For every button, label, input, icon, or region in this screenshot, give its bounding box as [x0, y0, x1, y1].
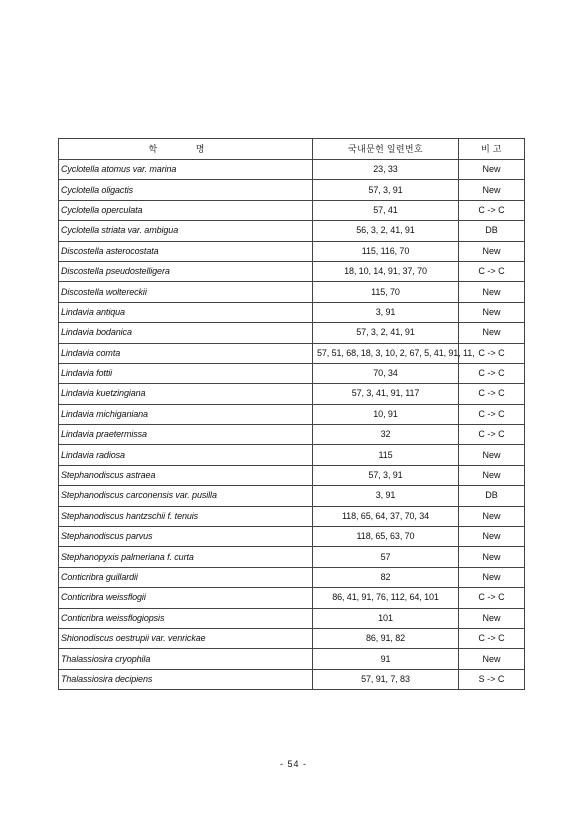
remark-cell: New: [459, 302, 525, 322]
reference-numbers-cell: 57, 41: [313, 200, 459, 220]
species-name-cell: Lindavia fottii: [59, 363, 313, 383]
species-name-cell: Discostella asterocostata: [59, 241, 313, 261]
species-name-cell: Cyclotella atomus var. marina: [59, 160, 313, 180]
table-row: [59, 527, 525, 547]
page-number: - 54 -: [279, 759, 307, 769]
remark-cell: C -> C: [459, 261, 525, 281]
remark-cell: New: [459, 323, 525, 343]
table-row: [59, 302, 525, 322]
table-row: [59, 200, 525, 220]
reference-numbers-cell: 70, 34: [313, 363, 459, 383]
table-row: [59, 608, 525, 628]
remark-cell: New: [459, 180, 525, 200]
table-row: [59, 547, 525, 567]
remark-cell: C -> C: [459, 425, 525, 445]
species-name-cell: Lindavia kuetzingiana: [59, 384, 313, 404]
reference-numbers-cell: 57, 3, 41, 91, 117: [313, 384, 459, 404]
species-name-cell: Thalassiosira cryophila: [59, 649, 313, 669]
table-row: [59, 384, 525, 404]
table-row: [59, 241, 525, 261]
species-name-cell: Stephanodiscus carconensis var. pusilla: [59, 486, 313, 506]
reference-numbers-cell: 10, 91: [313, 404, 459, 424]
table-row: [59, 425, 525, 445]
remark-cell: New: [459, 547, 525, 567]
table-row: [59, 649, 525, 669]
reference-numbers-cell: 3, 91: [313, 486, 459, 506]
remark-cell: New: [459, 527, 525, 547]
table-row: [59, 323, 525, 343]
table-row: [59, 363, 525, 383]
remark-cell: New: [459, 241, 525, 261]
reference-numbers-cell: 23, 33: [313, 160, 459, 180]
reference-numbers-cell: 86, 91, 82: [313, 628, 459, 648]
remark-cell: C -> C: [459, 200, 525, 220]
table-row: [59, 221, 525, 241]
header-reference-numbers: 국내문헌 일련번호: [313, 139, 459, 160]
reference-numbers-cell: 115, 70: [313, 282, 459, 302]
table-row: [59, 628, 525, 648]
species-name-cell: Conticribra weissflogii: [59, 588, 313, 608]
species-name-cell: Conticribra guillardii: [59, 567, 313, 587]
remark-cell: DB: [459, 221, 525, 241]
table-row: [59, 180, 525, 200]
table-row: [59, 486, 525, 506]
remark-cell: C -> C: [459, 343, 525, 363]
reference-numbers-cell: 18, 10, 14, 91, 37, 70: [313, 261, 459, 281]
remark-cell: S -> C: [459, 669, 525, 689]
remark-cell: New: [459, 567, 525, 587]
reference-numbers-cell: 57: [313, 547, 459, 567]
remark-cell: DB: [459, 486, 525, 506]
table-row: [59, 404, 525, 424]
reference-numbers-cell: 57, 51, 68, 18, 3, 10, 2, 67, 5, 41, 91, 11,: [313, 343, 459, 363]
species-name-cell: Discostella woltereckii: [59, 282, 313, 302]
reference-numbers-cell: 118, 65, 64, 37, 70, 34: [313, 506, 459, 526]
reference-numbers-cell: 118, 65, 63, 70: [313, 527, 459, 547]
table-row: [59, 669, 525, 689]
remark-cell: C -> C: [459, 363, 525, 383]
remark-cell: New: [459, 282, 525, 302]
remark-cell: New: [459, 506, 525, 526]
reference-numbers-cell: 57, 3, 2, 41, 91: [313, 323, 459, 343]
table-body: [59, 160, 525, 690]
reference-numbers-cell: 3, 91: [313, 302, 459, 322]
species-name-cell: Shionodiscus oestrupii var. venrickae: [59, 628, 313, 648]
remark-cell: New: [459, 608, 525, 628]
species-name-cell: Cyclotella operculata: [59, 200, 313, 220]
remark-cell: New: [459, 649, 525, 669]
remark-cell: C -> C: [459, 628, 525, 648]
remark-cell: C -> C: [459, 404, 525, 424]
species-name-cell: Lindavia bodanica: [59, 323, 313, 343]
species-name-cell: Lindavia comta: [59, 343, 313, 363]
header-row: [59, 139, 525, 160]
species-name-cell: Discostella pseudostelligera: [59, 261, 313, 281]
reference-numbers-cell: 115, 116, 70: [313, 241, 459, 261]
species-name-cell: Thalassiosira decipiens: [59, 669, 313, 689]
species-name-cell: Conticribra weissflogiopsis: [59, 608, 313, 628]
reference-numbers-cell: 101: [313, 608, 459, 628]
reference-numbers-cell: 57, 91, 7, 83: [313, 669, 459, 689]
species-name-cell: Stephanodiscus parvus: [59, 527, 313, 547]
table-row: [59, 588, 525, 608]
remark-cell: C -> C: [459, 588, 525, 608]
reference-numbers-cell: 91: [313, 649, 459, 669]
table-row: [59, 261, 525, 281]
species-name-cell: Lindavia antiqua: [59, 302, 313, 322]
reference-numbers-cell: 57, 3, 91: [313, 465, 459, 485]
header-remarks: 비 고: [459, 139, 525, 160]
species-table: [58, 138, 525, 690]
reference-numbers-cell: 57, 3, 91: [313, 180, 459, 200]
species-name-cell: Cyclotella striata var. ambigua: [59, 221, 313, 241]
table-header: [59, 139, 525, 160]
remark-cell: New: [459, 160, 525, 180]
table-row: [59, 282, 525, 302]
species-name-cell: Lindavia radiosa: [59, 445, 313, 465]
table-row: [59, 465, 525, 485]
reference-numbers-cell: 56, 3, 2, 41, 91: [313, 221, 459, 241]
species-name-cell: Stephanodiscus hantzschii f. tenuis: [59, 506, 313, 526]
table-row: [59, 445, 525, 465]
remark-cell: New: [459, 465, 525, 485]
reference-numbers-cell: 115: [313, 445, 459, 465]
table-row: [59, 343, 525, 363]
reference-numbers-cell: 32: [313, 425, 459, 445]
header-scientific-name: 학 명: [59, 139, 313, 160]
species-name-cell: Lindavia praetermissa: [59, 425, 313, 445]
species-name-cell: Stephanodiscus astraea: [59, 465, 313, 485]
species-name-cell: Lindavia michiganiana: [59, 404, 313, 424]
reference-numbers-cell: 86, 41, 91, 76, 112, 64, 101: [313, 588, 459, 608]
table-row: [59, 506, 525, 526]
reference-numbers-cell: 82: [313, 567, 459, 587]
species-name-cell: Cyclotella oligactis: [59, 180, 313, 200]
species-name-cell: Stephanopyxis palmeriana f. curta: [59, 547, 313, 567]
remark-cell: New: [459, 445, 525, 465]
remark-cell: C -> C: [459, 384, 525, 404]
table-row: [59, 160, 525, 180]
table-row: [59, 567, 525, 587]
